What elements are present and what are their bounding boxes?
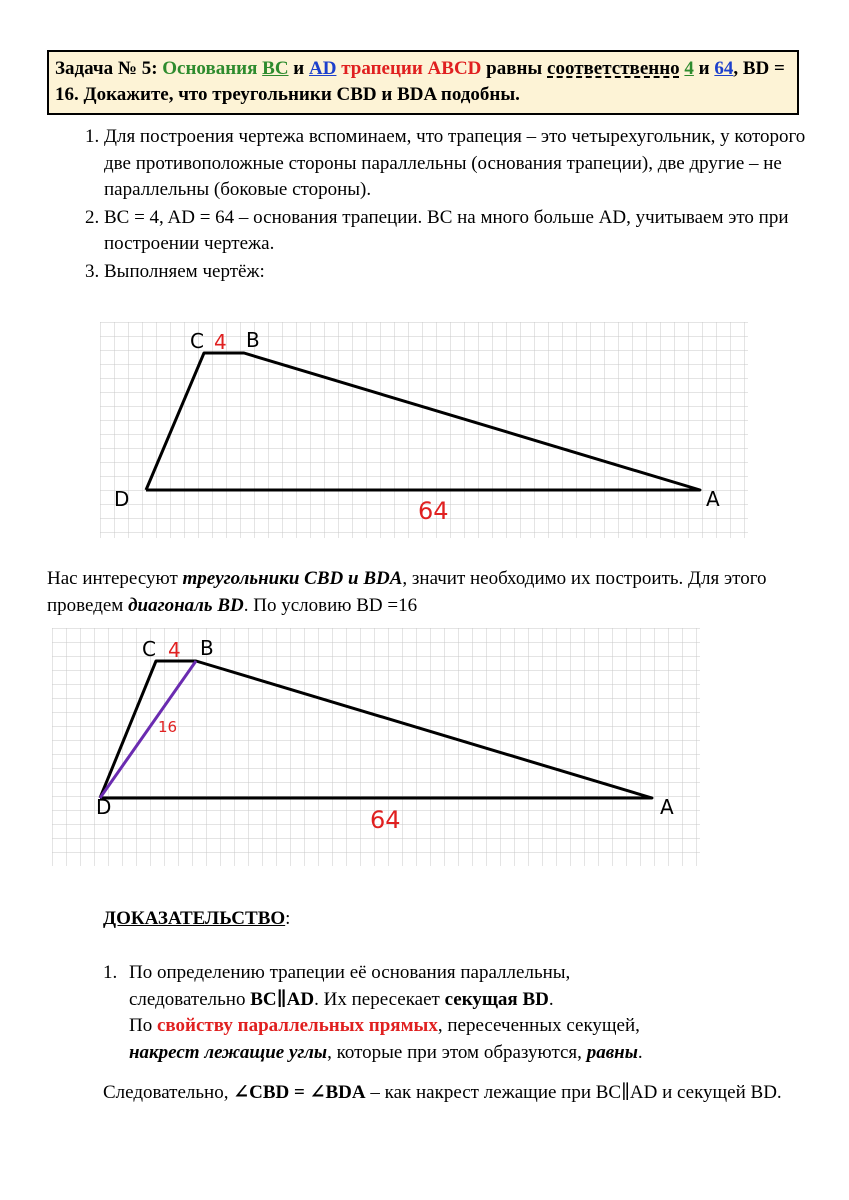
middle-triangles: треугольники CBD и BDA bbox=[182, 568, 403, 589]
conclusion-1: Следовательно, bbox=[103, 1082, 234, 1103]
proof-equal: равны bbox=[586, 1041, 638, 1063]
label-c: C bbox=[190, 329, 204, 353]
proof-l4d: . bbox=[637, 1041, 643, 1063]
proof-parallel: BC∥AD bbox=[250, 988, 315, 1010]
task-sixtyfour: 64 bbox=[714, 58, 734, 79]
label-b: B bbox=[246, 328, 260, 352]
construction-text bbox=[47, 566, 807, 619]
proof-l3c: , пересеченных секущей, bbox=[437, 1015, 640, 1037]
task-trapezoid: трапеции ABCD bbox=[336, 58, 482, 79]
construction-steps bbox=[60, 124, 824, 287]
trapezoid-figure-2 bbox=[52, 628, 700, 866]
proof-title-colon: : bbox=[285, 908, 291, 929]
task-statement bbox=[47, 50, 799, 115]
middle-text-3: , значит необходимо их построить. Для этого проведем bbox=[47, 568, 767, 616]
step-2: 2. BC = 4, AD = 64 – основания трапеции. BC на много больше AD, учитываем это при построении чертежа. bbox=[104, 205, 824, 258]
proof-property: свойству параллельных прямых bbox=[156, 1015, 438, 1037]
label-c: C bbox=[142, 637, 156, 661]
proof-step-number: 1. bbox=[103, 962, 118, 983]
label-ad-length: 64 bbox=[370, 806, 401, 834]
label-a: A bbox=[660, 795, 674, 819]
middle-text-5: . По условию BD =16 bbox=[243, 594, 418, 616]
task-prefix: Задача № 5: bbox=[55, 58, 163, 79]
proof-line-4 bbox=[129, 1040, 803, 1067]
proof-secant: секущая BD bbox=[444, 988, 549, 1010]
task-bases: Основания bbox=[162, 58, 263, 79]
proof-l3a: По bbox=[129, 1015, 157, 1037]
task-and2: и bbox=[693, 58, 715, 79]
label-a: A bbox=[706, 487, 720, 511]
step-3: 3. Выполняем чертёж: bbox=[104, 259, 824, 286]
label-ad-length: 64 bbox=[418, 497, 449, 525]
task-bc: BC bbox=[262, 58, 289, 79]
proof-l4b: , которые при этом образуются, bbox=[327, 1041, 587, 1063]
proof-line-3 bbox=[129, 1013, 803, 1040]
step-1: 1. Для построения чертежа вспоминаем, что трапеция – это четырехугольник, у которого две противоположные стороны параллельны (основания трапеции), две другие – не параллельны (боковые стороны). bbox=[104, 124, 824, 204]
proof-conclusion bbox=[103, 1080, 803, 1107]
proof-alt-angles: накрест лежащие углы bbox=[129, 1041, 328, 1063]
label-bc-length: 4 bbox=[168, 638, 181, 662]
task-resp: соответственно bbox=[547, 58, 680, 79]
trapezoid-figure-1 bbox=[100, 322, 748, 538]
label-b: B bbox=[200, 636, 214, 660]
task-equal: равны bbox=[481, 58, 548, 79]
proof-l2a: следовательно bbox=[129, 988, 251, 1010]
label-d: D bbox=[114, 487, 130, 511]
proof-heading bbox=[103, 906, 290, 933]
conclusion-angles: ∠CBD = ∠BDA bbox=[233, 1082, 366, 1103]
task-ad: AD bbox=[309, 58, 337, 79]
proof-title-text: ДОКАЗАТЕЛЬСТВО bbox=[103, 908, 286, 929]
middle-diagonal: диагональ BD bbox=[128, 594, 244, 616]
middle-text-1: Нас интересуют bbox=[47, 568, 183, 589]
label-d: D bbox=[96, 795, 112, 819]
proof-step-1 bbox=[103, 960, 803, 1066]
label-diagonal-length: 16 bbox=[158, 718, 178, 736]
proof-line-1: По определению трапеции её основания параллельны, bbox=[129, 962, 571, 983]
proof-l2e: . bbox=[548, 988, 554, 1010]
proof-l2c: . Их пересекает bbox=[314, 988, 445, 1010]
task-four: 4 bbox=[684, 58, 694, 79]
task-and1: и bbox=[288, 58, 309, 79]
proof-line-2 bbox=[129, 987, 803, 1014]
task-rest: , BD = 16. Докажите, что треугольники CBD и BDA подобны. bbox=[55, 58, 785, 105]
conclusion-3: – как накрест лежащие при BC∥AD и секущей BD. bbox=[365, 1082, 782, 1103]
label-bc-length: 4 bbox=[214, 330, 227, 354]
